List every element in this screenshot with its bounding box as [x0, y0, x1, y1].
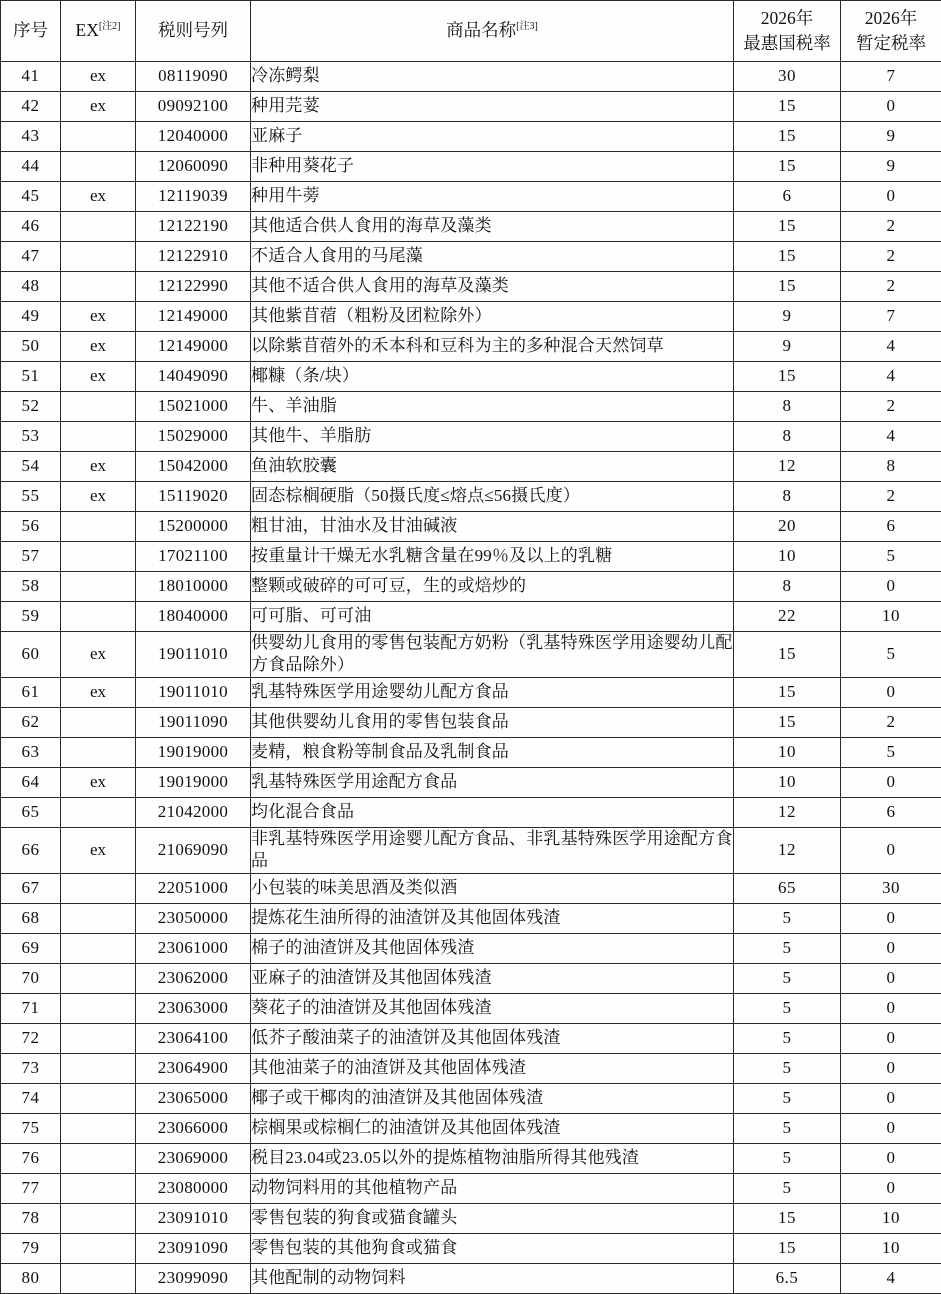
cell-ex — [61, 152, 136, 182]
cell-provisional-rate: 2 — [841, 212, 941, 242]
cell-ex — [61, 933, 136, 963]
cell-tariff-code: 18040000 — [136, 602, 251, 632]
table-row — [1, 1083, 941, 1113]
cell-commodity-name: 按重量计干燥无水乳糖含量在99％及以上的乳糖 — [251, 542, 734, 572]
cell-provisional-rate: 0 — [841, 1083, 941, 1113]
cell-sequence: 73 — [1, 1053, 61, 1083]
cell-tariff-code: 23062000 — [136, 963, 251, 993]
cell-mfn-rate: 65 — [734, 873, 841, 903]
column-header-tariff-code — [136, 1, 251, 62]
cell-commodity-name: 以除紫苜蓿外的禾本科和豆科为主的多种混合天然饲草 — [251, 332, 734, 362]
cell-mfn-rate: 12 — [734, 452, 841, 482]
cell-sequence: 50 — [1, 332, 61, 362]
cell-provisional-rate: 0 — [841, 933, 941, 963]
cell-tariff-code: 21069090 — [136, 827, 251, 873]
cell-sequence: 67 — [1, 873, 61, 903]
column-header-provisional-rate — [841, 1, 941, 62]
table-header-row — [1, 1, 941, 62]
cell-mfn-rate: 5 — [734, 1023, 841, 1053]
column-header-sequence-label: 序号 — [13, 20, 48, 40]
cell-ex: ex — [61, 182, 136, 212]
table-row — [1, 963, 941, 993]
cell-tariff-code: 23050000 — [136, 903, 251, 933]
cell-sequence: 53 — [1, 422, 61, 452]
table-row — [1, 62, 941, 92]
cell-ex — [61, 737, 136, 767]
cell-commodity-name: 动物饲料用的其他植物产品 — [251, 1173, 734, 1203]
cell-commodity-name: 棕榈果或棕榈仁的油渣饼及其他固体残渣 — [251, 1113, 734, 1143]
cell-provisional-rate: 4 — [841, 1263, 941, 1293]
column-header-provisional-label: 暂定税率 — [844, 31, 938, 56]
cell-tariff-code: 19019000 — [136, 767, 251, 797]
cell-provisional-rate: 0 — [841, 1113, 941, 1143]
cell-provisional-rate: 10 — [841, 602, 941, 632]
cell-ex — [61, 512, 136, 542]
cell-ex: ex — [61, 827, 136, 873]
cell-sequence: 44 — [1, 152, 61, 182]
cell-commodity-name: 其他供婴幼儿食用的零售包装食品 — [251, 707, 734, 737]
cell-tariff-code: 12122190 — [136, 212, 251, 242]
cell-mfn-rate: 5 — [734, 1173, 841, 1203]
cell-mfn-rate: 15 — [734, 1233, 841, 1263]
column-header-ex — [61, 1, 136, 62]
cell-tariff-code: 15119020 — [136, 482, 251, 512]
cell-tariff-code: 23064900 — [136, 1053, 251, 1083]
table-row — [1, 767, 941, 797]
cell-provisional-rate: 0 — [841, 1023, 941, 1053]
cell-mfn-rate: 5 — [734, 903, 841, 933]
cell-commodity-name: 零售包装的狗食或猫食罐头 — [251, 1203, 734, 1233]
cell-provisional-rate: 0 — [841, 767, 941, 797]
cell-sequence: 77 — [1, 1173, 61, 1203]
cell-ex — [61, 1263, 136, 1293]
cell-mfn-rate: 22 — [734, 602, 841, 632]
cell-sequence: 43 — [1, 122, 61, 152]
cell-mfn-rate: 5 — [734, 1113, 841, 1143]
column-header-commodity-name — [251, 1, 734, 62]
cell-provisional-rate: 0 — [841, 827, 941, 873]
cell-mfn-rate: 5 — [734, 1143, 841, 1173]
cell-commodity-name: 提炼花生油所得的油渣饼及其他固体残渣 — [251, 903, 734, 933]
column-header-ex-note: [注2] — [99, 22, 121, 33]
cell-sequence: 41 — [1, 62, 61, 92]
cell-commodity-name: 棉子的油渣饼及其他固体残渣 — [251, 933, 734, 963]
cell-mfn-rate: 10 — [734, 767, 841, 797]
cell-ex — [61, 422, 136, 452]
cell-ex: ex — [61, 452, 136, 482]
cell-commodity-name: 麦精，粮食粉等制食品及乳制食品 — [251, 737, 734, 767]
cell-commodity-name: 供婴幼儿食用的零售包装配方奶粉（乳基特殊医学用途婴幼儿配方食品除外） — [251, 632, 734, 678]
cell-provisional-rate: 2 — [841, 707, 941, 737]
cell-mfn-rate: 6.5 — [734, 1263, 841, 1293]
table-row — [1, 1173, 941, 1203]
table-row — [1, 677, 941, 707]
cell-ex: ex — [61, 362, 136, 392]
cell-commodity-name: 种用牛蒡 — [251, 182, 734, 212]
cell-ex: ex — [61, 332, 136, 362]
cell-sequence: 75 — [1, 1113, 61, 1143]
cell-ex — [61, 1143, 136, 1173]
cell-sequence: 65 — [1, 797, 61, 827]
cell-commodity-name: 零售包装的其他狗食或猫食 — [251, 1233, 734, 1263]
cell-sequence: 54 — [1, 452, 61, 482]
cell-ex — [61, 903, 136, 933]
cell-sequence: 61 — [1, 677, 61, 707]
table-row — [1, 122, 941, 152]
cell-commodity-name: 其他配制的动物饲料 — [251, 1263, 734, 1293]
table-row — [1, 1233, 941, 1263]
cell-provisional-rate: 6 — [841, 797, 941, 827]
cell-commodity-name: 均化混合食品 — [251, 797, 734, 827]
cell-sequence: 80 — [1, 1263, 61, 1293]
cell-mfn-rate: 8 — [734, 572, 841, 602]
cell-mfn-rate: 15 — [734, 122, 841, 152]
cell-mfn-rate: 15 — [734, 212, 841, 242]
cell-commodity-name: 非种用葵花子 — [251, 152, 734, 182]
cell-ex — [61, 1203, 136, 1233]
cell-tariff-code: 14049090 — [136, 362, 251, 392]
cell-tariff-code: 19011090 — [136, 707, 251, 737]
cell-tariff-code: 09092100 — [136, 92, 251, 122]
cell-provisional-rate: 0 — [841, 903, 941, 933]
cell-provisional-rate: 7 — [841, 62, 941, 92]
cell-provisional-rate: 0 — [841, 1053, 941, 1083]
cell-ex — [61, 1083, 136, 1113]
cell-mfn-rate: 9 — [734, 302, 841, 332]
cell-tariff-code: 12119039 — [136, 182, 251, 212]
table-row — [1, 933, 941, 963]
cell-provisional-rate: 9 — [841, 122, 941, 152]
cell-sequence: 57 — [1, 542, 61, 572]
cell-mfn-rate: 5 — [734, 1083, 841, 1113]
cell-provisional-rate: 10 — [841, 1203, 941, 1233]
cell-tariff-code: 15200000 — [136, 512, 251, 542]
table-row — [1, 1263, 941, 1293]
cell-provisional-rate: 2 — [841, 272, 941, 302]
cell-commodity-name: 亚麻子 — [251, 122, 734, 152]
table-row — [1, 362, 941, 392]
cell-commodity-name: 其他牛、羊脂肪 — [251, 422, 734, 452]
cell-ex — [61, 212, 136, 242]
cell-commodity-name: 非乳基特殊医学用途婴儿配方食品、非乳基特殊医学用途配方食品 — [251, 827, 734, 873]
cell-ex — [61, 1023, 136, 1053]
cell-commodity-name: 葵花子的油渣饼及其他固体残渣 — [251, 993, 734, 1023]
table-row — [1, 1113, 941, 1143]
cell-sequence: 63 — [1, 737, 61, 767]
cell-mfn-rate: 8 — [734, 422, 841, 452]
cell-tariff-code: 12149000 — [136, 302, 251, 332]
cell-tariff-code: 12060090 — [136, 152, 251, 182]
table-row — [1, 632, 941, 678]
cell-tariff-code: 15042000 — [136, 452, 251, 482]
cell-provisional-rate: 9 — [841, 152, 941, 182]
cell-sequence: 55 — [1, 482, 61, 512]
table-row — [1, 332, 941, 362]
cell-provisional-rate: 0 — [841, 1173, 941, 1203]
cell-sequence: 79 — [1, 1233, 61, 1263]
cell-commodity-name: 整颗或破碎的可可豆，生的或焙炒的 — [251, 572, 734, 602]
cell-sequence: 58 — [1, 572, 61, 602]
cell-sequence: 52 — [1, 392, 61, 422]
cell-sequence: 45 — [1, 182, 61, 212]
cell-ex: ex — [61, 677, 136, 707]
cell-tariff-code: 23091010 — [136, 1203, 251, 1233]
cell-sequence: 56 — [1, 512, 61, 542]
table-row — [1, 1023, 941, 1053]
table-row — [1, 212, 941, 242]
cell-tariff-code: 23069000 — [136, 1143, 251, 1173]
cell-mfn-rate: 15 — [734, 632, 841, 678]
column-header-ex-label: EX — [76, 20, 99, 40]
table-row — [1, 602, 941, 632]
column-header-commodity-name-note: [注3] — [516, 22, 538, 33]
column-header-mfn-year: 2026年 — [737, 6, 837, 31]
cell-sequence: 60 — [1, 632, 61, 678]
table-row — [1, 242, 941, 272]
cell-tariff-code: 23061000 — [136, 933, 251, 963]
cell-provisional-rate: 0 — [841, 963, 941, 993]
cell-sequence: 66 — [1, 827, 61, 873]
cell-mfn-rate: 5 — [734, 963, 841, 993]
cell-provisional-rate: 5 — [841, 542, 941, 572]
cell-ex — [61, 797, 136, 827]
cell-ex: ex — [61, 302, 136, 332]
cell-tariff-code: 23064100 — [136, 1023, 251, 1053]
cell-ex — [61, 392, 136, 422]
cell-ex: ex — [61, 767, 136, 797]
cell-ex — [61, 1113, 136, 1143]
cell-tariff-code: 17021100 — [136, 542, 251, 572]
cell-ex — [61, 993, 136, 1023]
cell-tariff-code: 15029000 — [136, 422, 251, 452]
cell-provisional-rate: 6 — [841, 512, 941, 542]
cell-provisional-rate: 0 — [841, 182, 941, 212]
table-row — [1, 737, 941, 767]
cell-mfn-rate: 15 — [734, 1203, 841, 1233]
cell-ex: ex — [61, 632, 136, 678]
cell-commodity-name: 鱼油软胶囊 — [251, 452, 734, 482]
cell-tariff-code: 23063000 — [136, 993, 251, 1023]
table-row — [1, 797, 941, 827]
cell-commodity-name: 椰糠（条/块） — [251, 362, 734, 392]
cell-tariff-code: 22051000 — [136, 873, 251, 903]
table-row — [1, 993, 941, 1023]
table-row — [1, 422, 941, 452]
cell-provisional-rate: 4 — [841, 362, 941, 392]
cell-provisional-rate: 0 — [841, 572, 941, 602]
cell-commodity-name: 乳基特殊医学用途婴幼儿配方食品 — [251, 677, 734, 707]
cell-provisional-rate: 10 — [841, 1233, 941, 1263]
cell-mfn-rate: 15 — [734, 677, 841, 707]
cell-provisional-rate: 4 — [841, 332, 941, 362]
cell-sequence: 76 — [1, 1143, 61, 1173]
cell-sequence: 71 — [1, 993, 61, 1023]
cell-tariff-code: 23065000 — [136, 1083, 251, 1113]
cell-tariff-code: 08119090 — [136, 62, 251, 92]
column-header-mfn-rate — [734, 1, 841, 62]
cell-tariff-code: 18010000 — [136, 572, 251, 602]
cell-sequence: 64 — [1, 767, 61, 797]
cell-sequence: 72 — [1, 1023, 61, 1053]
cell-mfn-rate: 12 — [734, 827, 841, 873]
cell-ex: ex — [61, 62, 136, 92]
cell-commodity-name: 牛、羊油脂 — [251, 392, 734, 422]
cell-tariff-code: 23080000 — [136, 1173, 251, 1203]
cell-mfn-rate: 20 — [734, 512, 841, 542]
cell-ex — [61, 963, 136, 993]
cell-ex — [61, 1053, 136, 1083]
cell-commodity-name: 椰子或干椰肉的油渣饼及其他固体残渣 — [251, 1083, 734, 1113]
cell-mfn-rate: 10 — [734, 542, 841, 572]
cell-commodity-name: 固态棕榈硬脂（50摄氏度≤熔点≤56摄氏度） — [251, 482, 734, 512]
table-row — [1, 182, 941, 212]
column-header-sequence — [1, 1, 61, 62]
table-header — [1, 1, 941, 62]
cell-mfn-rate: 5 — [734, 933, 841, 963]
cell-sequence: 49 — [1, 302, 61, 332]
cell-tariff-code: 19011010 — [136, 677, 251, 707]
cell-provisional-rate: 5 — [841, 737, 941, 767]
cell-mfn-rate: 8 — [734, 482, 841, 512]
cell-sequence: 51 — [1, 362, 61, 392]
cell-ex — [61, 242, 136, 272]
cell-sequence: 70 — [1, 963, 61, 993]
cell-provisional-rate: 2 — [841, 392, 941, 422]
table-row — [1, 1053, 941, 1083]
cell-mfn-rate: 6 — [734, 182, 841, 212]
table-row — [1, 152, 941, 182]
cell-tariff-code: 12149000 — [136, 332, 251, 362]
cell-sequence: 46 — [1, 212, 61, 242]
cell-sequence: 42 — [1, 92, 61, 122]
cell-sequence: 78 — [1, 1203, 61, 1233]
column-header-commodity-name-label: 商品名称 — [446, 20, 516, 40]
column-header-mfn-label: 最惠国税率 — [737, 31, 837, 56]
cell-sequence: 68 — [1, 903, 61, 933]
table-row — [1, 392, 941, 422]
cell-mfn-rate: 10 — [734, 737, 841, 767]
table-row — [1, 92, 941, 122]
column-header-provisional-year: 2026年 — [844, 6, 938, 31]
cell-ex — [61, 572, 136, 602]
cell-tariff-code: 23099090 — [136, 1263, 251, 1293]
cell-provisional-rate: 0 — [841, 92, 941, 122]
cell-commodity-name: 乳基特殊医学用途配方食品 — [251, 767, 734, 797]
cell-mfn-rate: 12 — [734, 797, 841, 827]
cell-commodity-name: 税目23.04或23.05以外的提炼植物油脂所得其他残渣 — [251, 1143, 734, 1173]
cell-ex — [61, 122, 136, 152]
cell-mfn-rate: 15 — [734, 152, 841, 182]
cell-commodity-name: 其他油菜子的油渣饼及其他固体残渣 — [251, 1053, 734, 1083]
cell-mfn-rate: 5 — [734, 993, 841, 1023]
cell-provisional-rate: 2 — [841, 482, 941, 512]
table-row — [1, 1203, 941, 1233]
cell-ex — [61, 873, 136, 903]
cell-tariff-code: 15021000 — [136, 392, 251, 422]
cell-mfn-rate: 30 — [734, 62, 841, 92]
cell-ex — [61, 542, 136, 572]
cell-commodity-name: 亚麻子的油渣饼及其他固体残渣 — [251, 963, 734, 993]
cell-provisional-rate: 0 — [841, 1143, 941, 1173]
cell-tariff-code: 12122910 — [136, 242, 251, 272]
cell-mfn-rate: 15 — [734, 272, 841, 302]
cell-ex — [61, 1233, 136, 1263]
cell-provisional-rate: 30 — [841, 873, 941, 903]
cell-tariff-code: 12122990 — [136, 272, 251, 302]
table-row — [1, 707, 941, 737]
cell-commodity-name: 粗甘油，甘油水及甘油碱液 — [251, 512, 734, 542]
cell-sequence: 47 — [1, 242, 61, 272]
cell-commodity-name: 其他紫苜蓿（粗粉及团粒除外） — [251, 302, 734, 332]
cell-mfn-rate: 15 — [734, 92, 841, 122]
table-row — [1, 903, 941, 933]
table-row — [1, 542, 941, 572]
cell-sequence: 69 — [1, 933, 61, 963]
table-body — [1, 62, 941, 1294]
cell-ex: ex — [61, 92, 136, 122]
cell-mfn-rate: 15 — [734, 707, 841, 737]
cell-tariff-code: 23066000 — [136, 1113, 251, 1143]
table-row — [1, 1143, 941, 1173]
cell-sequence: 48 — [1, 272, 61, 302]
cell-ex — [61, 1173, 136, 1203]
cell-commodity-name: 可可脂、可可油 — [251, 602, 734, 632]
column-header-tariff-code-label: 税则号列 — [158, 20, 228, 40]
cell-ex — [61, 602, 136, 632]
cell-provisional-rate: 0 — [841, 677, 941, 707]
table-row — [1, 452, 941, 482]
cell-mfn-rate: 8 — [734, 392, 841, 422]
table-row — [1, 572, 941, 602]
table-row — [1, 827, 941, 873]
cell-mfn-rate: 15 — [734, 362, 841, 392]
cell-tariff-code: 23091090 — [136, 1233, 251, 1263]
cell-tariff-code: 19019000 — [136, 737, 251, 767]
table-row — [1, 482, 941, 512]
cell-mfn-rate: 9 — [734, 332, 841, 362]
cell-commodity-name: 其他适合供人食用的海草及藻类 — [251, 212, 734, 242]
cell-commodity-name: 冷冻鳄梨 — [251, 62, 734, 92]
cell-tariff-code: 19011010 — [136, 632, 251, 678]
cell-provisional-rate: 2 — [841, 242, 941, 272]
cell-tariff-code: 21042000 — [136, 797, 251, 827]
cell-ex — [61, 272, 136, 302]
cell-commodity-name: 低芥子酸油菜子的油渣饼及其他固体残渣 — [251, 1023, 734, 1053]
table-row — [1, 302, 941, 332]
cell-provisional-rate: 8 — [841, 452, 941, 482]
cell-ex: ex — [61, 482, 136, 512]
cell-provisional-rate: 4 — [841, 422, 941, 452]
cell-sequence: 74 — [1, 1083, 61, 1113]
table-row — [1, 873, 941, 903]
cell-tariff-code: 12040000 — [136, 122, 251, 152]
cell-ex — [61, 707, 136, 737]
cell-mfn-rate: 5 — [734, 1053, 841, 1083]
cell-sequence: 59 — [1, 602, 61, 632]
cell-commodity-name: 不适合人食用的马尾藻 — [251, 242, 734, 272]
cell-sequence: 62 — [1, 707, 61, 737]
table-row — [1, 272, 941, 302]
cell-provisional-rate: 0 — [841, 993, 941, 1023]
cell-provisional-rate: 7 — [841, 302, 941, 332]
table-row — [1, 512, 941, 542]
cell-commodity-name: 种用芫荽 — [251, 92, 734, 122]
cell-commodity-name: 其他不适合供人食用的海草及藻类 — [251, 272, 734, 302]
cell-provisional-rate: 5 — [841, 632, 941, 678]
cell-commodity-name: 小包装的味美思酒及类似酒 — [251, 873, 734, 903]
cell-mfn-rate: 15 — [734, 242, 841, 272]
